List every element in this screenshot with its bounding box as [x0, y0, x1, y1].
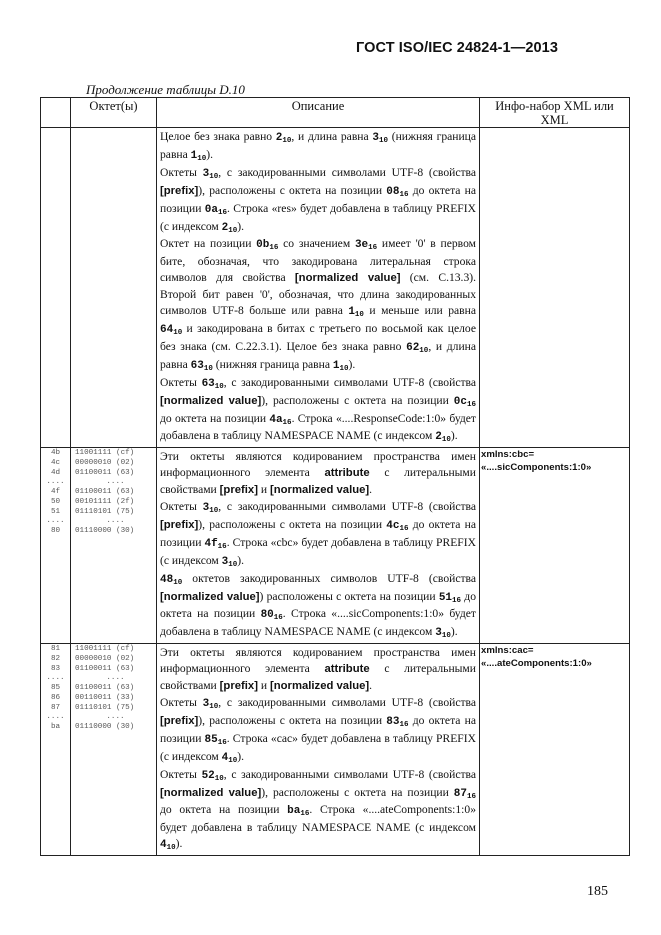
inline-number: $4_{10}$ [221, 751, 238, 765]
property-name: attribute [324, 467, 370, 480]
octet-value: 00101111 (2f) [75, 497, 135, 506]
octet-value: 01110101 (75) [75, 703, 135, 712]
description-paragraph: Октеты $63_{10}$, с закодированными символами UTF-8 (свойства [normalized value]), расположены с октета на позиции $0c_{16}$ до октета на позиции $4a_{16}$. Строка «....ResponseCode:1:0» будет добавлена в таблицу NAMESPACE NAME (с индексом $2_{10}$). [160, 375, 477, 445]
octet-index: 4c [50, 459, 61, 468]
inline-number: $3_{10}$ [202, 698, 219, 711]
inline-number: $0a_{16}$ [204, 203, 227, 217]
inline-number: $4a_{16}$ [269, 413, 292, 427]
inline-number: $80_{16}$ [260, 609, 283, 623]
octet-index: 4f [50, 488, 61, 497]
inline-number: $1_{10}$ [332, 359, 349, 373]
octet-index: 80 [50, 526, 61, 535]
description-paragraph: Эти октеты являются кодированием пространства имен информационного элемента attribute с литеральными свойствами [prefix] и [normalized value]. [160, 450, 476, 497]
inline-number: $3_{10}$ [372, 132, 388, 145]
octet-value: 01110000 (30) [75, 526, 135, 535]
inline-number: $63_{10}$ [190, 359, 213, 373]
column-header-index [41, 98, 71, 128]
description-paragraph: Октеты $3_{10}$, с закодированными символами UTF-8 (свойства [prefix]), расположены с октета на позиции $4c_{16}$ до октета на позиции $4f_{16}$. Строка «cbc» будет добавлена в таблицу PREFIX (с индексом $3_{10}$). [160, 500, 477, 569]
property-name: [prefix] [160, 714, 199, 727]
octet-value: 01110101 (75) [75, 507, 135, 516]
octet-index: 50 [50, 497, 61, 506]
octet-value: .... [106, 478, 125, 487]
octet-index: 82 [50, 654, 61, 663]
document-header: ГОСТ ISO/IEC 24824-1—2013 [356, 40, 558, 56]
table-header-row [41, 98, 630, 128]
octet-value: 01100011 (63) [75, 684, 135, 693]
xml-infoset-cell [480, 448, 630, 644]
description-paragraph: Октет на позиции $0b_{16}$ со значением $3e_{16}$ имеет '0' в первом бите, обозначая, что закодирована литеральная строка символов для свойства [normalized value] (см. С.13.3). Второй бит равен '0', обозначая, что длина закодированных символов UTF-8 больше или равна $1_{10}$ и меньше или равна $64_{10}$ и закодирована в битах с третьего по восьмой как целое без знака (см. С.22.3.1). Целое без знака равно $62_{10}$, и длина равна $63_{10}$ (нижняя граница равна $1_{10}$). [160, 237, 477, 373]
inline-number: $63_{10}$ [201, 377, 224, 391]
octet-value: 01110000 (30) [75, 722, 135, 731]
octet-index: .... [46, 478, 65, 487]
description-paragraph: Октеты $52_{10}$, с закодированными символами UTF-8 (свойства [normalized value]), расположены с октета на позиции $87_{16}$ до октета на позиции $ba_{16}$. Строка «....ateComponents:1:0» будет добавлена в таблицу NAMESPACE NAME (с индексом $4_{10}$). [160, 767, 477, 853]
inline-number: $87_{16}$ [453, 787, 477, 801]
inline-number: $3_{10}$ [202, 502, 219, 516]
property-name: [prefix] [160, 184, 199, 197]
octet-index: 81 [50, 645, 61, 654]
octet-index: 86 [50, 693, 61, 702]
inline-number: $51_{16}$ [438, 591, 462, 605]
column-header-description: Описание [157, 98, 480, 128]
octet-index: .... [46, 713, 65, 722]
octet-value: 00000010 (02) [75, 459, 135, 468]
xml-infoset-cell [480, 644, 630, 856]
octet-index: ba [50, 722, 61, 731]
table-row [41, 128, 630, 448]
property-name: [normalized value] [160, 590, 260, 603]
xml-namespace-value: xmlns:cac= «....ateComponents:1:0» [481, 645, 592, 669]
octet-value: 01100011 (63) [75, 664, 135, 673]
column-header-octets: Октет(ы) [71, 98, 157, 128]
table-row [41, 448, 630, 644]
octet-value-cell [71, 644, 157, 856]
octet-value-cell [71, 448, 157, 644]
description-cell [157, 448, 480, 644]
property-name: [prefix] [219, 680, 258, 693]
inline-number: $4f_{16}$ [204, 537, 227, 551]
property-name: [normalized value] [294, 272, 401, 285]
octet-index: 85 [50, 684, 61, 693]
octet-value: 00110011 (33) [75, 693, 135, 702]
octet-value: 01100011 (63) [75, 488, 135, 497]
description-paragraph: Эти октеты являются кодированием пространства имен информационного элемента attribute с литеральными свойствами [prefix] и [normalized value]. [160, 646, 476, 693]
inline-number: $48_{10}$ [160, 573, 183, 587]
description-cell [157, 644, 480, 856]
octet-index-cell [41, 448, 71, 644]
octet-value: .... [106, 517, 125, 526]
octet-index-cell [41, 128, 71, 448]
property-name: [prefix] [219, 484, 258, 497]
xml-infoset-cell [480, 128, 630, 448]
description-paragraph: Октеты $3_{10}$, с закодированными символами UTF-8 (свойства [prefix]), расположены с октета на позиции $08_{16}$ до октета на позиции $0a_{16}$. Строка «res» будет добавлена в таблицу PREFIX (с индексом $2_{10}$). [160, 165, 477, 235]
inline-number: $83_{16}$ [386, 715, 409, 729]
inline-number: $4_{10}$ [160, 839, 176, 853]
octet-value-cell [71, 128, 157, 448]
description-cell [157, 128, 480, 448]
octet-value: .... [106, 674, 125, 683]
description-paragraph: Целое без знака равно $2_{10}$, и длина равна $3_{10}$ (нижняя граница равна $1_{10}$). [160, 130, 477, 163]
inline-number: $64_{10}$ [160, 323, 183, 337]
inline-number: $52_{10}$ [201, 769, 224, 783]
property-name: [prefix] [160, 518, 199, 531]
octet-value: .... [106, 713, 125, 722]
octet-value: 11001111 (cf) [75, 645, 135, 654]
inline-number: $2_{10}$ [221, 221, 238, 235]
inline-number: $1_{10}$ [348, 306, 364, 320]
octet-index: 87 [50, 703, 61, 712]
octet-value: 11001111 (cf) [75, 449, 135, 458]
column-header-xml: Инфо-набор XML или XML [480, 98, 630, 128]
property-name: attribute [324, 663, 370, 676]
inline-number: $3_{10}$ [202, 167, 219, 181]
octet-index: .... [46, 674, 65, 683]
property-name: [normalized value] [160, 786, 262, 799]
octet-value: 01100011 (63) [75, 468, 135, 477]
inline-number: $3_{10}$ [435, 627, 451, 641]
octet-index: 51 [50, 507, 61, 516]
octet-index-cell [41, 644, 71, 856]
property-name: [normalized value] [269, 484, 370, 497]
page-number: 185 [587, 884, 608, 899]
property-name: [normalized value] [269, 680, 370, 693]
octet-value: 00000010 (02) [75, 654, 135, 663]
xml-namespace-value: xmlns:cbc= «....sicComponents:1:0» [481, 449, 592, 473]
octet-index: .... [46, 517, 65, 526]
inline-number: $4c_{16}$ [386, 519, 409, 533]
inline-number: $2_{10}$ [275, 132, 292, 145]
inline-number: $3_{10}$ [221, 555, 238, 569]
inline-number: $ba_{16}$ [287, 805, 310, 819]
inline-number: $2_{10}$ [435, 431, 451, 445]
inline-number: $85_{16}$ [204, 733, 227, 747]
inline-number: $08_{16}$ [386, 185, 409, 199]
inline-number: $62_{10}$ [406, 341, 429, 355]
description-paragraph: $48_{10}$ октетов закодированных символов UTF-8 (свойства [normalized value]) расположены с октета на позиции $51_{16}$ до октета на позиции $80_{16}$. Строка «....sicComponents:1:0» будет добавлена в таблицу NAMESPACE NAME (с индексом $3_{10}$). [160, 571, 476, 641]
inline-number: $0c_{16}$ [453, 395, 477, 409]
octet-index: 4b [50, 449, 61, 458]
encoding-table [40, 97, 630, 856]
octet-index: 83 [50, 664, 61, 673]
description-paragraph: Октеты $3_{10}$, с закодированными символами UTF-8 (свойства [prefix]), расположены с октета на позиции $83_{16}$ до октета на позиции $85_{16}$. Строка «cac» будет добавлена в таблицу PREFIX (с индексом $4_{10}$). [160, 696, 477, 765]
inline-number: $3e_{16}$ [354, 239, 378, 253]
inline-number: $1_{10}$ [190, 149, 207, 163]
table-caption: Продолжение таблицы D.10 [86, 82, 245, 97]
table-row [41, 644, 630, 856]
inline-number: $0b_{16}$ [256, 239, 279, 253]
property-name: [normalized value] [160, 394, 262, 407]
octet-index: 4d [50, 468, 61, 477]
